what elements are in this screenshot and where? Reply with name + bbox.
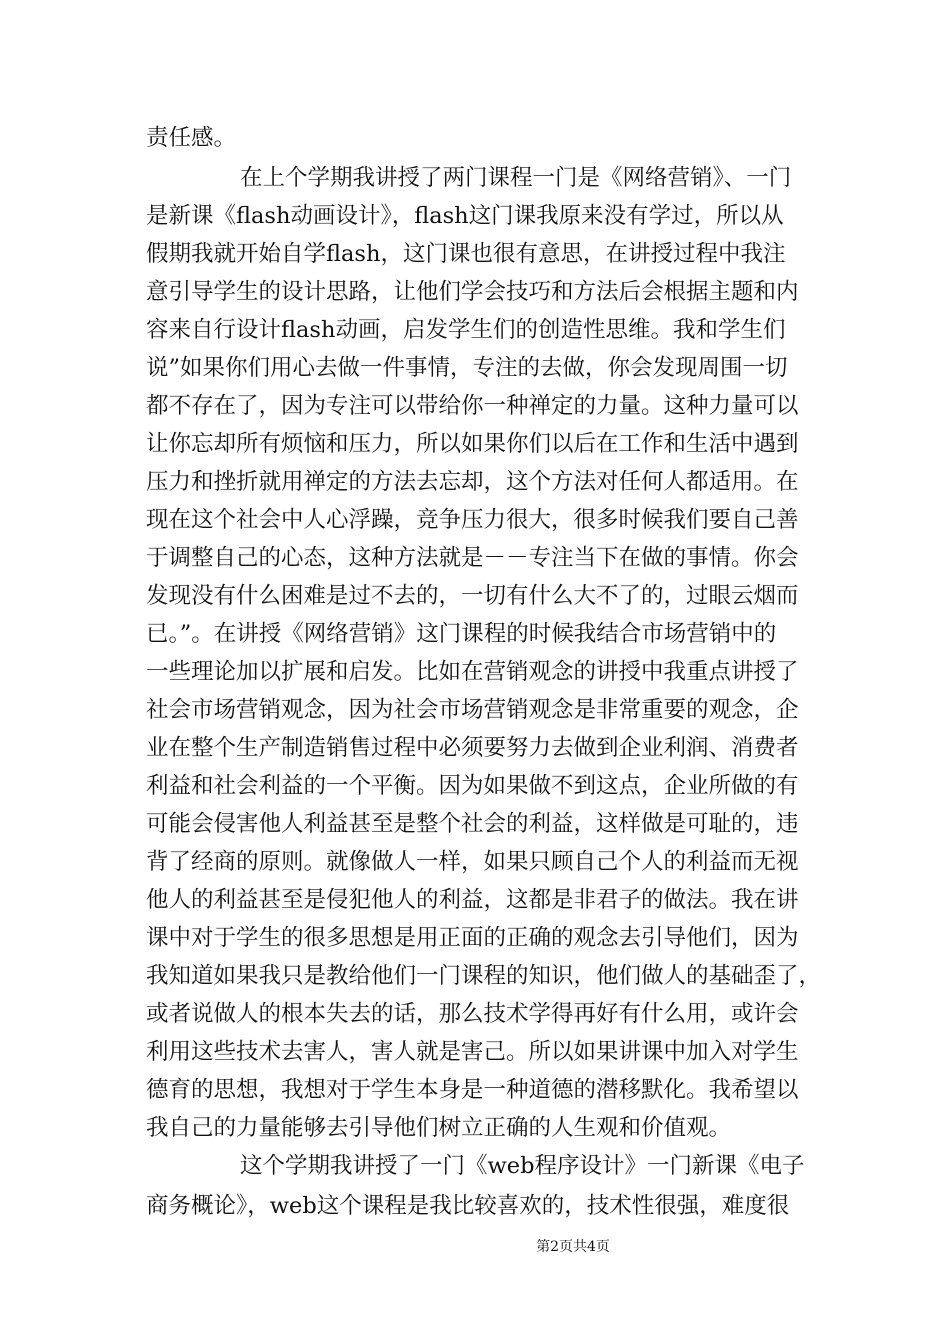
- text-line: 利益和社会利益的一个平衡。因为如果做不到这点，企业所做的有: [146, 773, 799, 799]
- text-line: 他人的利益甚至是侵犯他人的利益，这都是非君子的做法。我在讲: [146, 887, 799, 913]
- page-footer: 第2页共4页: [536, 1239, 610, 1255]
- text-line: 我知道如果我只是教给他们一门课程的知识，他们做人的基础歪了，: [146, 963, 822, 989]
- text-line: 都不存在了，因为专注可以带给你一种禅定的力量。这种力量可以: [146, 393, 799, 419]
- text-line: 可能会侵害他人利益甚至是整个社会的利益，这样做是可耻的，违: [146, 811, 799, 837]
- text-line: 一些理论加以扩展和启发。比如在营销观念的讲授中我重点讲授了: [146, 659, 799, 685]
- text-line: 说”如果你们用心去做一件事情，专注的去做，你会发现周围一切: [146, 355, 788, 381]
- text-line: 或者说做人的根本失去的话，那么技术学得再好有什么用，或许会: [146, 1001, 799, 1027]
- text-line: 在上个学期我讲授了两门课程一门是《网络营销》、一门: [240, 165, 792, 191]
- text-line: 于调整自己的心态，这种方法就是－－专注当下在做的事情。你会: [146, 545, 799, 571]
- text-line: 意引导学生的设计思路，让他们学会技巧和方法后会根据主题和内: [146, 279, 799, 305]
- text-line: 商务概论》，web这个课程是我比较喜欢的，技术性很强，难度很: [146, 1193, 790, 1219]
- text-line: 背了经商的原则。就像做人一样，如果只顾自己个人的利益而无视: [146, 849, 799, 875]
- text-line: 业在整个生产制造销售过程中必须要努力去做到企业利润、消费者: [146, 735, 799, 761]
- text-line: 容来自行设计flash动画，启发学生们的创造性思维。我和学生们: [146, 317, 786, 343]
- text-line: 压力和挫折就用禅定的方法去忘却，这个方法对任何人都适用。在: [146, 469, 799, 495]
- text-line: 我自己的力量能够去引导他们树立正确的人生观和价值观。: [146, 1115, 732, 1141]
- text-line: 发现没有什么困难是过不去的，一切有什么大不了的，过眼云烟而: [146, 583, 799, 609]
- text-line: 德育的思想，我想对于学生本身是一种道德的潜移默化。我希望以: [146, 1077, 799, 1103]
- text-line: 社会市场营销观念，因为社会市场营销观念是非常重要的观念，企: [146, 697, 799, 723]
- text-line: 现在这个社会中人心浮躁，竞争压力很大，很多时候我们要自己善: [146, 507, 799, 533]
- text-line: 假期我就开始自学flash，这门课也很有意思，在讲授过程中我注: [146, 241, 786, 267]
- text-line: 课中对于学生的很多思想是用正面的正确的观念去引导他们，因为: [146, 925, 799, 951]
- text-line: 让你忘却所有烦恼和压力，所以如果你们以后在工作和生活中遇到: [146, 431, 799, 457]
- text-line: 这个学期我讲授了一门《web程序设计》一门新课《电子: [240, 1153, 805, 1179]
- text-line: 责任感。: [146, 125, 237, 151]
- text-line: 利用这些技术去害人，害人就是害己。所以如果讲课中加入对学生: [146, 1039, 799, 1065]
- text-line: 是新课《flash动画设计》，flash这门课我原来没有学过，所以从: [146, 203, 784, 229]
- text-line: 已。”。在讲授《网络营销》这门课程的时候我结合市场营销中的: [146, 621, 777, 647]
